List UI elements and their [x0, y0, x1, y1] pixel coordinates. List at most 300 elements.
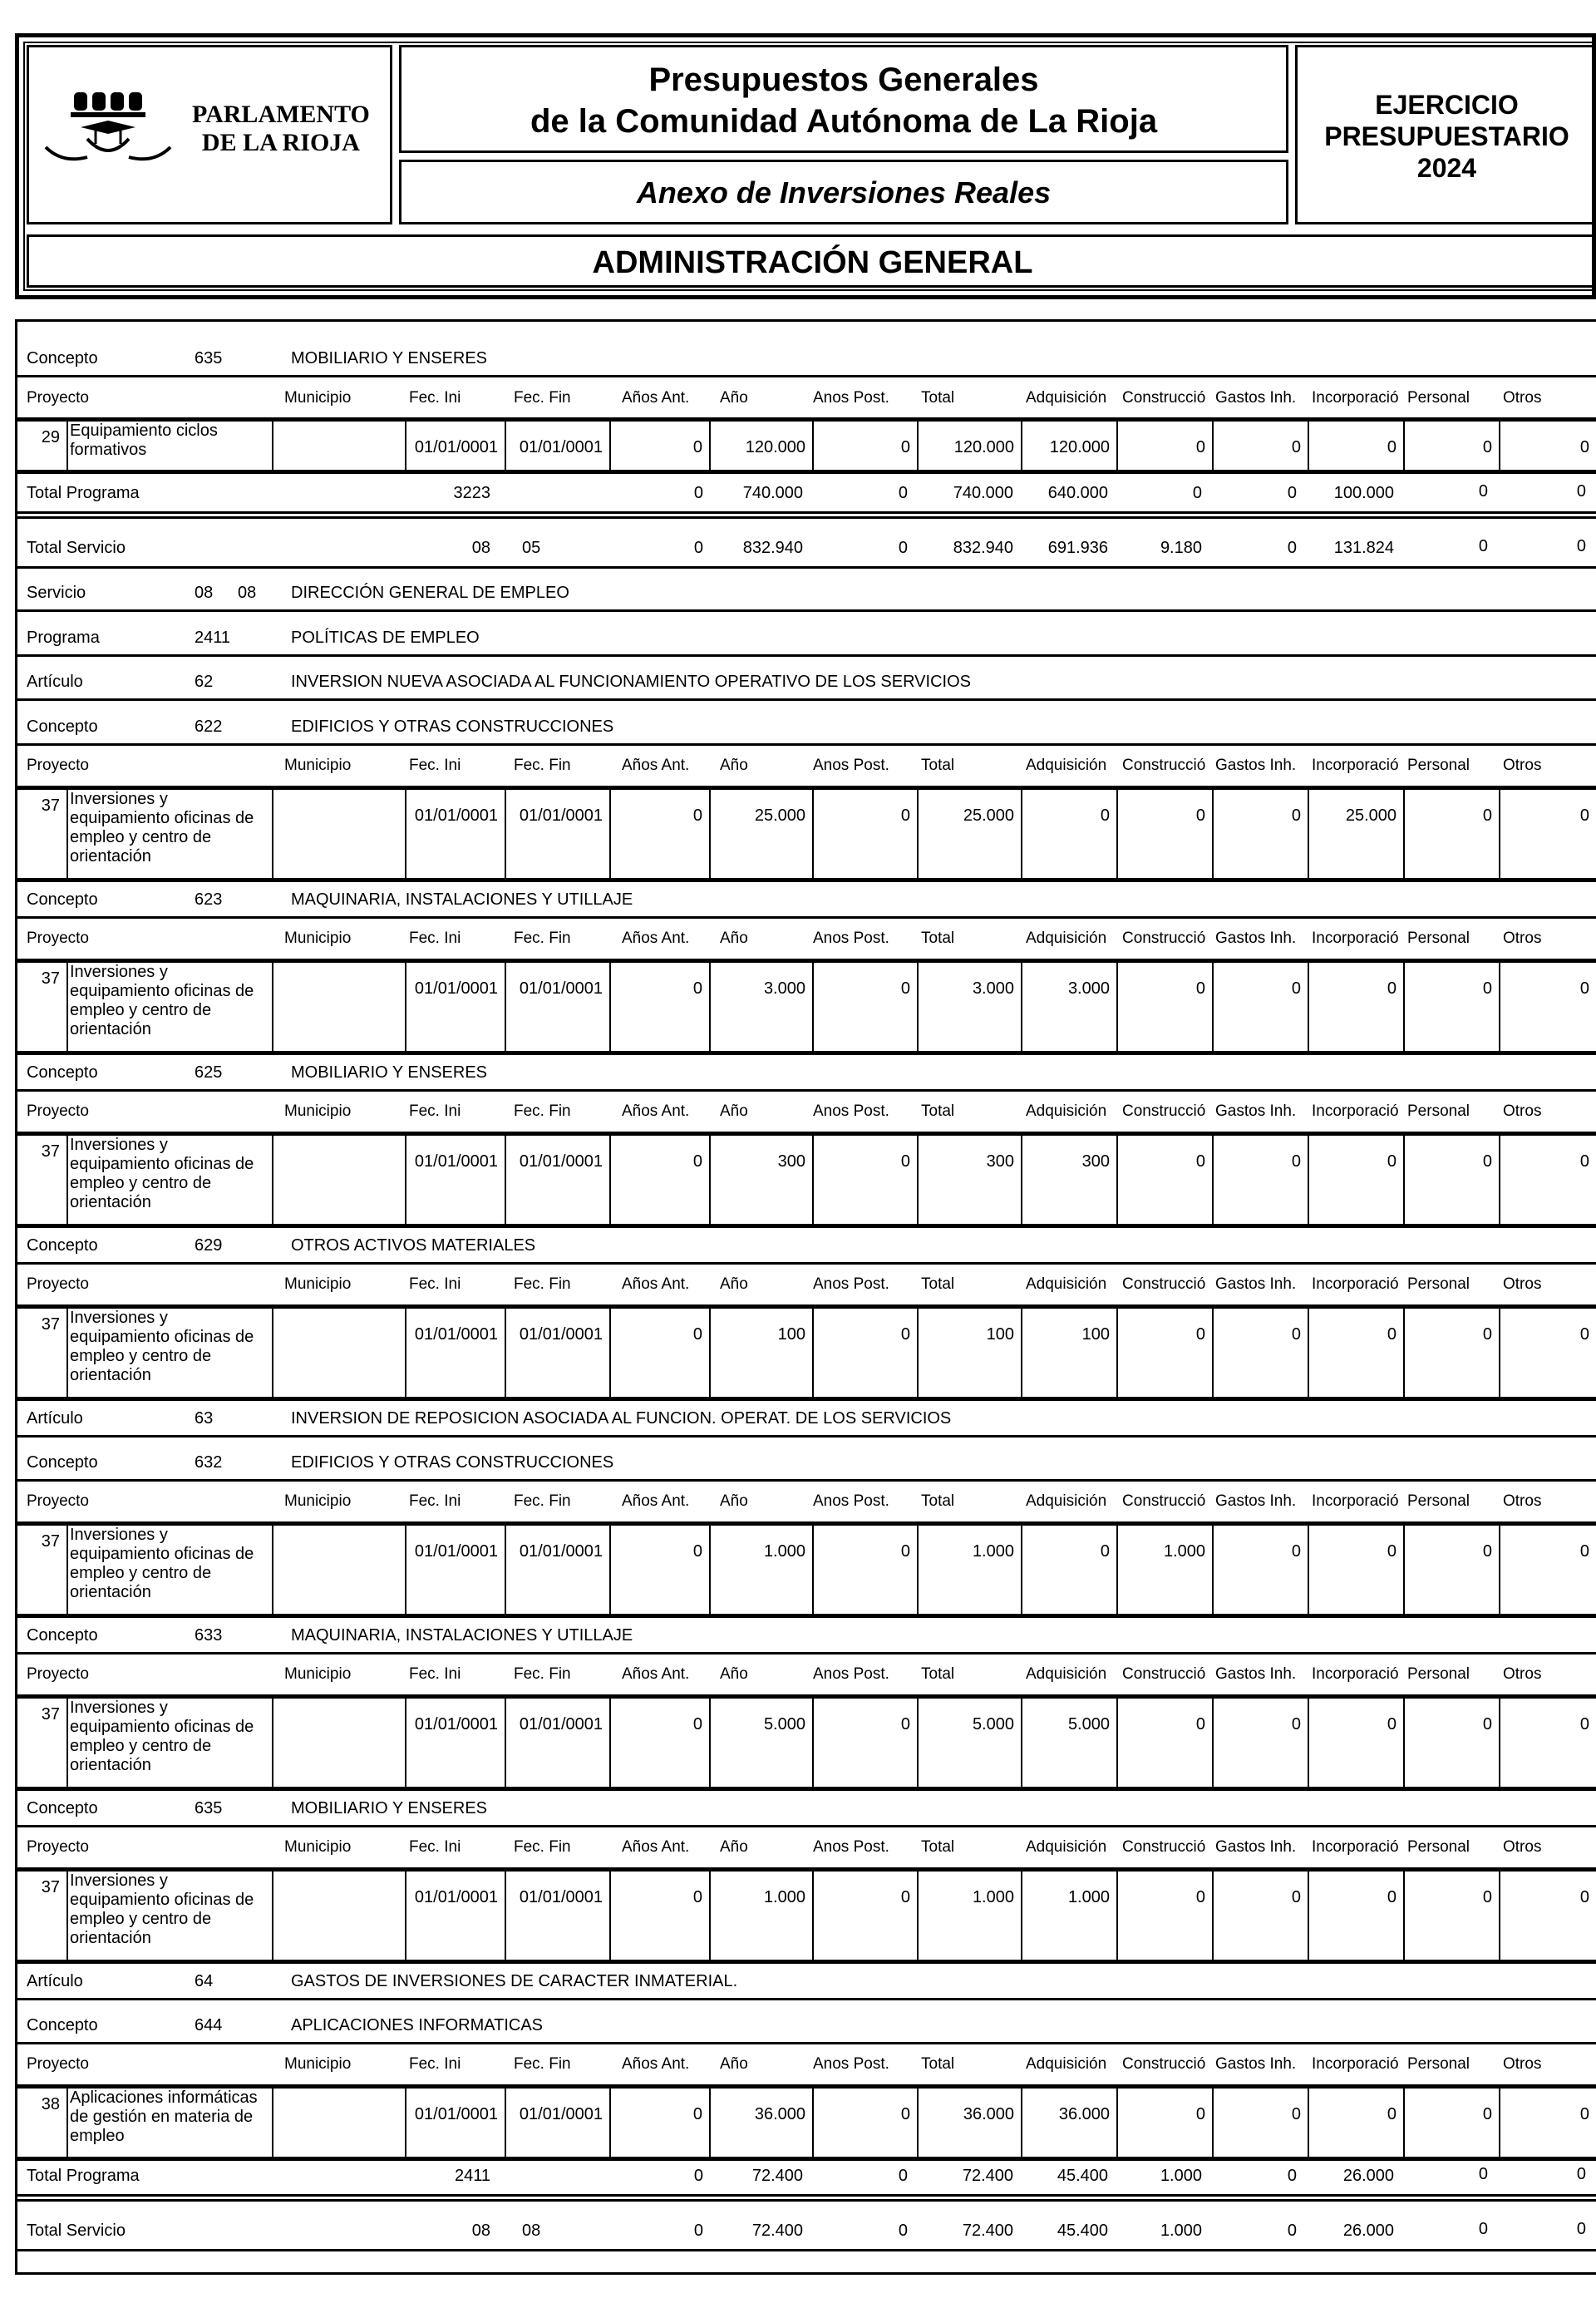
total-amount: 0	[898, 539, 908, 557]
amount-value: 120.000	[745, 438, 805, 456]
amount-value: 0	[692, 438, 702, 456]
column-header: Años Ant.	[622, 1838, 690, 1856]
total-amount: 0	[693, 484, 703, 502]
column-header: Fec. Ini	[409, 1275, 461, 1293]
column-header: Personal	[1407, 1102, 1470, 1120]
row-label: Concepto	[27, 890, 98, 909]
table-cell	[1116, 1524, 1214, 1615]
total-amount: 100.000	[1333, 484, 1394, 502]
total-label: Total Servicio	[27, 2222, 126, 2240]
project-description: Inversiones y equipamiento oficinas de empleo y centro de orientación	[70, 1526, 254, 1601]
column-header: Año	[720, 1838, 748, 1856]
total-amount: 72.400	[962, 2167, 1013, 2185]
table-cell	[812, 1134, 919, 1226]
column-header: Total	[921, 2055, 955, 2073]
column-header: Fec. Fin	[514, 930, 571, 947]
total-amount: 0	[1576, 2220, 1586, 2238]
amount-value: 36.000	[754, 2105, 805, 2123]
column-header: Gastos Inh.	[1215, 1275, 1297, 1293]
column-header: Fec. Ini	[409, 1665, 461, 1683]
row-divider	[17, 1961, 1596, 1964]
table-cell	[1021, 788, 1118, 880]
amount-value: 0	[900, 1542, 910, 1561]
amount-value: 0	[1482, 1542, 1492, 1561]
row-label: Programa	[27, 629, 100, 647]
table-cell	[709, 1134, 814, 1226]
total-amount: 640.000	[1047, 484, 1108, 502]
row-description: GASTOS DE INVERSIONES DE CARACTER INMATERIAL.	[291, 1972, 738, 1990]
column-header: Otros	[1503, 2055, 1542, 2073]
total-amount: 0	[693, 2222, 703, 2240]
total-amount: 0	[693, 539, 703, 557]
column-header: Anos Post.	[813, 1275, 889, 1293]
amount-value: 0	[1291, 979, 1301, 998]
date-value: 01/01/0001	[414, 2105, 498, 2123]
column-header: Municipio	[284, 1492, 352, 1510]
column-header: Gastos Inh.	[1215, 1838, 1297, 1856]
row-divider	[17, 511, 1596, 514]
amount-value: 0	[692, 1152, 702, 1171]
total-amount: 0	[898, 2222, 908, 2240]
amount-value: 3.000	[972, 979, 1014, 998]
column-header: Anos Post.	[813, 1102, 889, 1120]
column-header: Total	[921, 1838, 955, 1856]
column-header: Adquisición	[1026, 2055, 1107, 2073]
amount-value: 0	[692, 2105, 702, 2123]
amount-value: 300	[986, 1152, 1014, 1171]
amount-value: 0	[1579, 1325, 1589, 1344]
table-cell	[1212, 1307, 1309, 1398]
column-header: Adquisición	[1026, 930, 1107, 947]
row-code: 2411	[195, 629, 231, 647]
amount-value: 36.000	[963, 2105, 1014, 2123]
column-header: Adquisición	[1026, 757, 1107, 774]
row-divider	[17, 2042, 1596, 2044]
column-header: Personal	[1407, 1838, 1470, 1856]
column-header: Gastos Inh.	[1215, 1665, 1297, 1683]
document-title: Presupuestos Generales de la Comunidad Autónoma de La Rioja	[530, 62, 1158, 140]
column-header: Gastos Inh.	[1215, 1102, 1297, 1120]
table-cell	[405, 788, 506, 880]
table-cell	[609, 1134, 711, 1226]
amount-value: 25.000	[754, 806, 805, 825]
table-cell	[1021, 961, 1118, 1053]
date-value: 01/01/0001	[414, 979, 498, 998]
column-header: Otros	[1503, 1665, 1542, 1683]
column-header: Fec. Ini	[409, 757, 461, 774]
table-cell	[1499, 961, 1596, 1053]
column-header: Incorporació	[1312, 757, 1399, 774]
column-header: Año	[720, 1665, 748, 1683]
row-code-2: 08	[238, 584, 257, 602]
amount-value: 0	[1579, 1888, 1589, 1906]
amount-value: 1.000	[763, 1542, 805, 1561]
table-cell	[917, 788, 1022, 880]
table-cell	[917, 1870, 1022, 1961]
amount-value: 0	[1291, 1325, 1301, 1344]
total-code: 3223	[453, 484, 490, 502]
column-header: Personal	[1407, 2055, 1470, 2073]
total-amount: 0	[1576, 482, 1586, 501]
table-cell	[272, 788, 406, 880]
total-amount: 0	[1478, 482, 1488, 501]
column-header: Años Ant.	[622, 1492, 690, 1510]
table-cell	[405, 961, 506, 1053]
row-code: 644	[195, 2016, 223, 2034]
amount-value: 0	[1387, 1888, 1396, 1906]
amount-value: 0	[1579, 438, 1589, 456]
amount-value: 120.000	[953, 438, 1014, 456]
row-description: INVERSION NUEVA ASOCIADA AL FUNCIONAMIENTO OPERATIVO DE LOS SERVICIOS	[291, 673, 971, 691]
table-cell	[272, 1870, 406, 1961]
column-header: Incorporació	[1312, 1492, 1399, 1510]
table-cell	[1021, 1870, 1118, 1961]
row-label: Concepto	[27, 1236, 98, 1255]
column-header: Fec. Ini	[409, 389, 461, 407]
total-amount: 0	[1287, 2167, 1297, 2185]
row-code: 635	[195, 1799, 223, 1817]
total-amount: 1.000	[1160, 2222, 1202, 2240]
table-cell	[1308, 1697, 1405, 1788]
amount-value: 0	[1482, 979, 1492, 998]
date-value: 01/01/0001	[519, 438, 603, 456]
table-cell	[1212, 1134, 1309, 1226]
table-cell	[272, 961, 406, 1053]
table-cell	[272, 420, 406, 471]
row-code: 629	[195, 1236, 223, 1255]
date-value: 01/01/0001	[519, 806, 603, 825]
column-header: Año	[720, 389, 748, 407]
row-code: 63	[195, 1409, 214, 1428]
total-amount: 26.000	[1342, 2222, 1394, 2240]
column-header: Total	[921, 389, 955, 407]
amount-value: 1.000	[1067, 1888, 1110, 1906]
row-description: EDIFICIOS Y OTRAS CONSTRUCCIONES	[291, 1453, 614, 1472]
column-header: Municipio	[284, 1838, 352, 1856]
amount-value: 0	[1195, 1715, 1205, 1733]
project-description: Inversiones y equipamiento oficinas de empleo y centro de orientación	[70, 1309, 254, 1384]
amount-value: 0	[1482, 1715, 1492, 1733]
row-label: Concepto	[27, 1453, 98, 1472]
table-cell	[1308, 788, 1405, 880]
column-header: Año	[720, 2055, 748, 2073]
column-header: Fec. Fin	[514, 1665, 571, 1683]
total-amount: 45.400	[1057, 2167, 1108, 2185]
amount-value: 0	[900, 438, 910, 456]
column-header: Incorporació	[1312, 1838, 1399, 1856]
table-cell	[1499, 1307, 1596, 1398]
table-cell	[1021, 1307, 1118, 1398]
project-number: 37	[41, 1878, 60, 1896]
amount-value: 5.000	[763, 1715, 805, 1733]
table-cell	[1116, 1134, 1214, 1226]
project-number: 37	[41, 1315, 60, 1334]
table-cell	[272, 1307, 406, 1398]
amount-value: 5.000	[1067, 1715, 1110, 1733]
total-amount: 740.000	[742, 484, 803, 502]
table-cell	[709, 788, 814, 880]
row-divider	[17, 1825, 1596, 1827]
total-code: 08	[471, 2222, 490, 2240]
column-header: Fec. Ini	[409, 1492, 461, 1510]
table-cell	[1116, 1307, 1214, 1398]
column-header: Adquisición	[1026, 1102, 1107, 1120]
total-amount: 0	[1287, 539, 1297, 557]
row-divider	[17, 1262, 1596, 1265]
amount-value: 0	[1387, 979, 1396, 998]
table-cell	[709, 1524, 814, 1615]
column-header: Fec. Ini	[409, 2055, 461, 2073]
row-label: Concepto	[27, 718, 98, 736]
amount-value: 100	[1081, 1325, 1110, 1344]
table-cell	[1116, 1870, 1214, 1961]
amount-value: 100	[986, 1325, 1014, 1344]
amount-value: 3.000	[763, 979, 805, 998]
total-amount: 691.936	[1047, 539, 1108, 557]
amount-value: 0	[900, 1888, 910, 1906]
amount-value: 0	[900, 1152, 910, 1171]
table-cell	[1308, 1524, 1405, 1615]
date-value: 01/01/0001	[519, 979, 603, 998]
table-cell	[1212, 788, 1309, 880]
column-header: Municipio	[284, 1102, 352, 1120]
column-header: Años Ant.	[622, 1102, 690, 1120]
amount-value: 0	[1195, 979, 1205, 998]
row-code: 632	[195, 1453, 223, 1472]
column-header: Personal	[1407, 1492, 1470, 1510]
amount-value: 120.000	[1049, 438, 1110, 456]
total-label: Total Servicio	[27, 539, 126, 557]
column-header: Adquisición	[1026, 1275, 1107, 1293]
column-header: Fec. Fin	[514, 1102, 571, 1120]
amount-value: 0	[1482, 438, 1492, 456]
amount-value: 0	[1291, 1542, 1301, 1561]
table-cell	[609, 788, 711, 880]
project-description: Equipamiento ciclos formativos	[70, 422, 218, 459]
amount-value: 0	[1579, 1715, 1589, 1733]
column-header: Construcció	[1122, 757, 1206, 774]
table-cell	[405, 1524, 506, 1615]
column-header: Total	[921, 930, 955, 947]
total-amount: 0	[1478, 2220, 1488, 2238]
column-header: Personal	[1407, 1275, 1470, 1293]
project-description: Inversiones y equipamiento oficinas de empleo y centro de orientación	[70, 963, 254, 1038]
table-cell	[609, 1307, 711, 1398]
column-header: Proyecto	[27, 2055, 89, 2073]
row-label: Servicio	[27, 584, 86, 602]
table-cell	[1403, 788, 1500, 880]
date-value: 01/01/0001	[519, 1325, 603, 1344]
amount-value: 1.000	[763, 1888, 805, 1906]
amount-value: 0	[1291, 2105, 1301, 2123]
column-header: Incorporació	[1312, 2055, 1399, 2073]
table-cell	[1499, 1870, 1596, 1961]
column-header: Proyecto	[27, 1275, 89, 1293]
row-divider	[17, 1652, 1596, 1655]
project-number: 37	[41, 796, 60, 815]
table-cell	[1212, 1524, 1309, 1615]
amount-value: 0	[1579, 1152, 1589, 1171]
row-label: Concepto	[27, 1063, 98, 1082]
amount-value: 0	[692, 806, 702, 825]
column-header: Construcció	[1122, 1275, 1206, 1293]
date-value: 01/01/0001	[414, 1542, 498, 1561]
row-code: 633	[195, 1626, 223, 1645]
column-header: Construcció	[1122, 1665, 1206, 1683]
column-header: Incorporació	[1312, 930, 1399, 947]
date-value: 01/01/0001	[414, 1715, 498, 1733]
table-cell	[1499, 1524, 1596, 1615]
column-header: Anos Post.	[813, 1838, 889, 1856]
table-cell	[505, 1697, 611, 1788]
row-description: MOBILIARIO Y ENSERES	[291, 349, 488, 367]
column-header: Proyecto	[27, 1838, 89, 1856]
column-header: Municipio	[284, 1665, 352, 1683]
column-header: Otros	[1503, 1492, 1542, 1510]
project-number: 37	[41, 1532, 60, 1551]
amount-value: 0	[900, 806, 910, 825]
row-description: OTROS ACTIVOS MATERIALES	[291, 1236, 536, 1255]
project-description: Inversiones y equipamiento oficinas de empleo y centro de orientación	[70, 1872, 254, 1947]
project-description: Inversiones y equipamiento oficinas de empleo y centro de orientación	[70, 1699, 254, 1774]
column-header: Personal	[1407, 757, 1470, 774]
date-value: 01/01/0001	[519, 1152, 603, 1171]
column-header: Total	[921, 1492, 955, 1510]
column-header: Fec. Fin	[514, 1838, 571, 1856]
amount-value: 0	[1482, 1152, 1492, 1171]
total-amount: 740.000	[953, 484, 1013, 502]
total-amount: 0	[1287, 2222, 1297, 2240]
date-value: 01/01/0001	[519, 2105, 603, 2123]
total-amount: 832.940	[953, 539, 1013, 557]
table-cell	[812, 1870, 919, 1961]
table-cell	[505, 788, 611, 880]
column-header: Construcció	[1122, 1102, 1206, 1120]
total-amount: 72.400	[962, 2222, 1013, 2240]
row-label: Concepto	[27, 349, 98, 367]
column-header: Proyecto	[27, 1665, 89, 1683]
table-cell	[1308, 1307, 1405, 1398]
total-amount: 72.400	[751, 2222, 803, 2240]
row-code: 623	[195, 890, 223, 909]
amount-value: 0	[692, 979, 702, 998]
column-header: Años Ant.	[622, 757, 690, 774]
amount-value: 1.000	[972, 1888, 1014, 1906]
total-label: Total Programa	[27, 484, 140, 502]
column-header: Gastos Inh.	[1215, 389, 1297, 407]
column-header: Otros	[1503, 1275, 1542, 1293]
date-value: 01/01/0001	[414, 806, 498, 825]
column-header: Municipio	[284, 930, 352, 947]
amount-value: 0	[1291, 806, 1301, 825]
column-header: Fec. Ini	[409, 1838, 461, 1856]
column-header: Proyecto	[27, 757, 89, 774]
total-amount: 26.000	[1342, 2167, 1394, 2185]
column-header: Fec. Fin	[514, 1492, 571, 1510]
row-label: Concepto	[27, 2016, 98, 2034]
row-divider	[17, 1479, 1596, 1482]
column-header: Construcció	[1122, 1492, 1206, 1510]
total-amount: 45.400	[1057, 2222, 1108, 2240]
row-divider	[17, 1226, 1596, 1228]
logo-box	[27, 45, 392, 224]
amount-value: 0	[1482, 2105, 1492, 2123]
total-code-2: 05	[522, 539, 541, 557]
column-header: Personal	[1407, 1665, 1470, 1683]
amount-value: 0	[1291, 1888, 1301, 1906]
column-header: Anos Post.	[813, 2055, 889, 2073]
column-header: Total	[921, 757, 955, 774]
column-header: Anos Post.	[813, 930, 889, 947]
table-cell	[1021, 1697, 1118, 1788]
row-divider	[17, 566, 1596, 569]
amount-value: 0	[1195, 1888, 1205, 1906]
column-header: Anos Post.	[813, 1492, 889, 1510]
column-header: Municipio	[284, 389, 352, 407]
column-header: Adquisición	[1026, 389, 1107, 407]
column-header: Proyecto	[27, 1102, 89, 1120]
row-divider	[17, 1435, 1596, 1438]
project-number: 38	[41, 2095, 60, 2113]
column-header: Incorporació	[1312, 389, 1399, 407]
table-cell	[1403, 961, 1500, 1053]
amount-value: 5.000	[972, 1715, 1014, 1733]
column-header: Total	[921, 1275, 955, 1293]
table-cell	[272, 1134, 406, 1226]
column-header: Años Ant.	[622, 389, 690, 407]
table-cell	[812, 788, 919, 880]
row-divider	[17, 1615, 1596, 1618]
amount-value: 0	[692, 1542, 702, 1561]
project-number: 37	[41, 969, 60, 988]
table-cell	[709, 1870, 814, 1961]
total-amount: 0	[898, 2167, 908, 2185]
table-cell	[505, 1134, 611, 1226]
table-cell	[709, 1697, 814, 1788]
table-cell	[1212, 1697, 1309, 1788]
row-divider	[17, 2158, 1596, 2161]
amount-value: 0	[692, 1325, 702, 1344]
row-description: INVERSION DE REPOSICION ASOCIADA AL FUNCION. OPERAT. DE LOS SERVICIOS	[291, 1409, 952, 1428]
table-cell	[917, 1307, 1022, 1398]
amount-value: 1.000	[1163, 1542, 1205, 1561]
table-cell	[405, 1697, 506, 1788]
amount-value: 0	[1100, 806, 1110, 825]
table-cell	[272, 1524, 406, 1615]
table-cell	[405, 1134, 506, 1226]
column-header: Otros	[1503, 757, 1542, 774]
table-cell	[812, 961, 919, 1053]
table-cell	[505, 961, 611, 1053]
total-amount: 0	[693, 2167, 703, 2185]
total-amount: 131.824	[1333, 539, 1394, 557]
amount-value: 0	[1387, 1715, 1396, 1733]
table-cell	[405, 1870, 506, 1961]
table-cell	[1308, 1134, 1405, 1226]
date-value: 01/01/0001	[414, 1152, 498, 1171]
column-header: Total	[921, 1665, 955, 1683]
column-header: Anos Post.	[813, 389, 889, 407]
table-cell	[917, 1697, 1022, 1788]
column-header: Adquisición	[1026, 1838, 1107, 1856]
date-value: 01/01/0001	[414, 1325, 498, 1344]
table-cell	[272, 2087, 406, 2158]
column-header: Incorporació	[1312, 1102, 1399, 1120]
total-amount: 1.000	[1160, 2167, 1202, 2185]
investment-table	[15, 319, 1596, 2275]
table-cell	[1403, 1524, 1500, 1615]
table-cell	[812, 1524, 919, 1615]
